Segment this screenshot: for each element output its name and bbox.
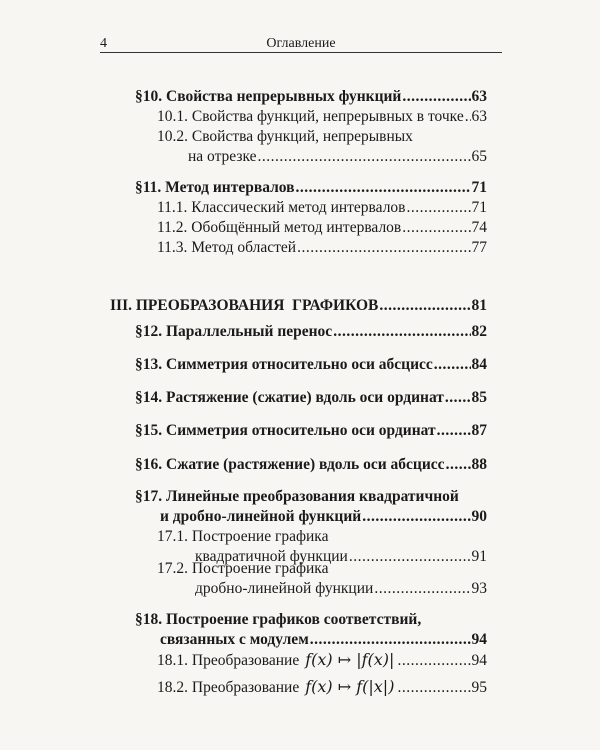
toc-entry-page: 93 <box>471 580 487 597</box>
toc-entry-page: 85 <box>471 389 487 406</box>
dot-leader <box>349 547 471 567</box>
toc-entry-title: §11. Метод интервалов <box>135 179 295 196</box>
dot-leader <box>379 296 470 316</box>
toc-entry-title: §13. Симметрия относительно оси абсцисс <box>135 356 433 373</box>
toc-entry-page: 71 <box>471 199 487 216</box>
dot-leader <box>297 238 470 258</box>
toc-entry-s17-2 <box>195 579 487 599</box>
dot-leader <box>407 198 471 218</box>
toc-entry-title: §12. Параллельный перенос <box>135 323 333 340</box>
toc-entry-s12 <box>135 322 487 342</box>
toc-entry-title: 11.1. Классический метод интервалов <box>157 199 406 216</box>
dot-leader <box>445 388 471 408</box>
toc-entry-s18 <box>160 630 487 650</box>
toc-entry-s13 <box>135 355 487 375</box>
toc-entry-s18-1 <box>157 650 487 671</box>
running-title: Оглавление <box>266 36 336 51</box>
toc-entry-page: 90 <box>471 508 487 525</box>
dot-leader <box>296 178 471 198</box>
dot-leader <box>310 630 471 650</box>
toc-entry-title: §10. Свойства непрерывных функций <box>135 88 402 105</box>
toc-entry-s18-2 <box>157 677 487 698</box>
toc-entry-s10 <box>135 87 487 107</box>
toc-entry-page: 87 <box>471 422 487 439</box>
toc-entry-s11-1 <box>157 198 487 218</box>
toc-entry-s11 <box>135 178 487 198</box>
toc-entry-title: 18.1. Преобразование <box>157 652 300 669</box>
toc-entry-title: III. ПРЕОБРАЗОВАНИЯ ГРАФИКОВ <box>110 297 379 314</box>
toc-entry-page: 91 <box>471 548 487 565</box>
dot-leader <box>402 87 470 107</box>
toc-entry-s10-1 <box>157 107 487 127</box>
toc-entry-title: 18.2. Преобразование <box>157 679 300 696</box>
toc-entry-title: 11.3. Метод областей <box>157 239 297 256</box>
toc-entry-s17-1-line1: 17.1. Построение графика <box>157 528 329 545</box>
toc-entry-page: 94 <box>471 631 487 648</box>
page-number: 4 <box>100 36 107 51</box>
toc-entry-title: §16. Сжатие (растяжение) вдоль оси абсцисс <box>135 456 445 473</box>
dot-leader <box>397 651 470 671</box>
toc-entry-title: 11.2. Обобщённый метод интервалов <box>157 219 402 236</box>
toc-entry-title: связанных с модулем <box>160 631 309 648</box>
dot-leader <box>446 455 471 475</box>
dot-leader <box>258 147 471 167</box>
toc-entry-page: 74 <box>471 219 487 236</box>
toc-entry-s15 <box>135 421 487 441</box>
toc-entry-title: §14. Растяжение (сжатие) вдоль оси ординат <box>135 389 444 406</box>
toc-entry-s17 <box>160 507 487 527</box>
toc-entry-page: 82 <box>471 323 487 340</box>
dot-leader <box>397 678 470 698</box>
toc-entry-title: §15. Симметрия относительно оси ординат <box>135 422 436 439</box>
toc-entry-s11-3 <box>157 238 487 258</box>
toc-entry-title: на отрезке <box>188 148 257 165</box>
toc-entry-page: 81 <box>471 297 487 314</box>
dot-leader <box>434 355 471 375</box>
dot-leader <box>437 421 471 441</box>
formula: f(x) ↦ |f(x)| <box>305 650 395 669</box>
formula: f(x) ↦ f(|x|) <box>305 677 395 696</box>
toc-entry-page: 84 <box>471 356 487 373</box>
dot-leader <box>333 322 470 342</box>
toc-entry-page: 94 <box>471 652 487 669</box>
toc-entry-s17-2-line1: 17.2. Построение графика <box>157 560 329 577</box>
toc-entry-s10-2-line1: 10.2. Свойства функций, непрерывных <box>157 128 413 145</box>
dot-leader <box>465 107 471 127</box>
toc-entry-page: 95 <box>471 679 487 696</box>
toc-entry-part3 <box>110 296 487 316</box>
toc-entry-title: 10.1. Свойства функций, непрерывных в точке <box>157 108 464 125</box>
dot-leader <box>402 218 470 238</box>
toc-entry-s11-2 <box>157 218 487 238</box>
toc-entry-s10-2 <box>188 147 487 167</box>
toc-entry-s17-line1: §17. Линейные преобразования квадратичной <box>135 488 459 505</box>
toc-entry-s16 <box>135 455 487 475</box>
toc-entry-page: 63 <box>471 108 487 125</box>
dot-leader <box>374 579 470 599</box>
dot-leader <box>362 507 470 527</box>
toc-entry-page: 63 <box>471 88 487 105</box>
toc-entry-s14 <box>135 388 487 408</box>
toc-entry-title: квадратичной функции <box>195 548 348 565</box>
toc-entry-s18-line1: §18. Построение графиков соответствий, <box>135 611 422 628</box>
toc-entry-page: 77 <box>471 239 487 256</box>
toc-entry-title: дробно-линейной функции <box>195 580 374 597</box>
toc-entry-page: 65 <box>471 148 487 165</box>
toc-entry-page: 71 <box>471 179 487 196</box>
toc-entry-page: 88 <box>471 456 487 473</box>
toc-entry-title: и дробно-линейной функций <box>160 508 362 525</box>
